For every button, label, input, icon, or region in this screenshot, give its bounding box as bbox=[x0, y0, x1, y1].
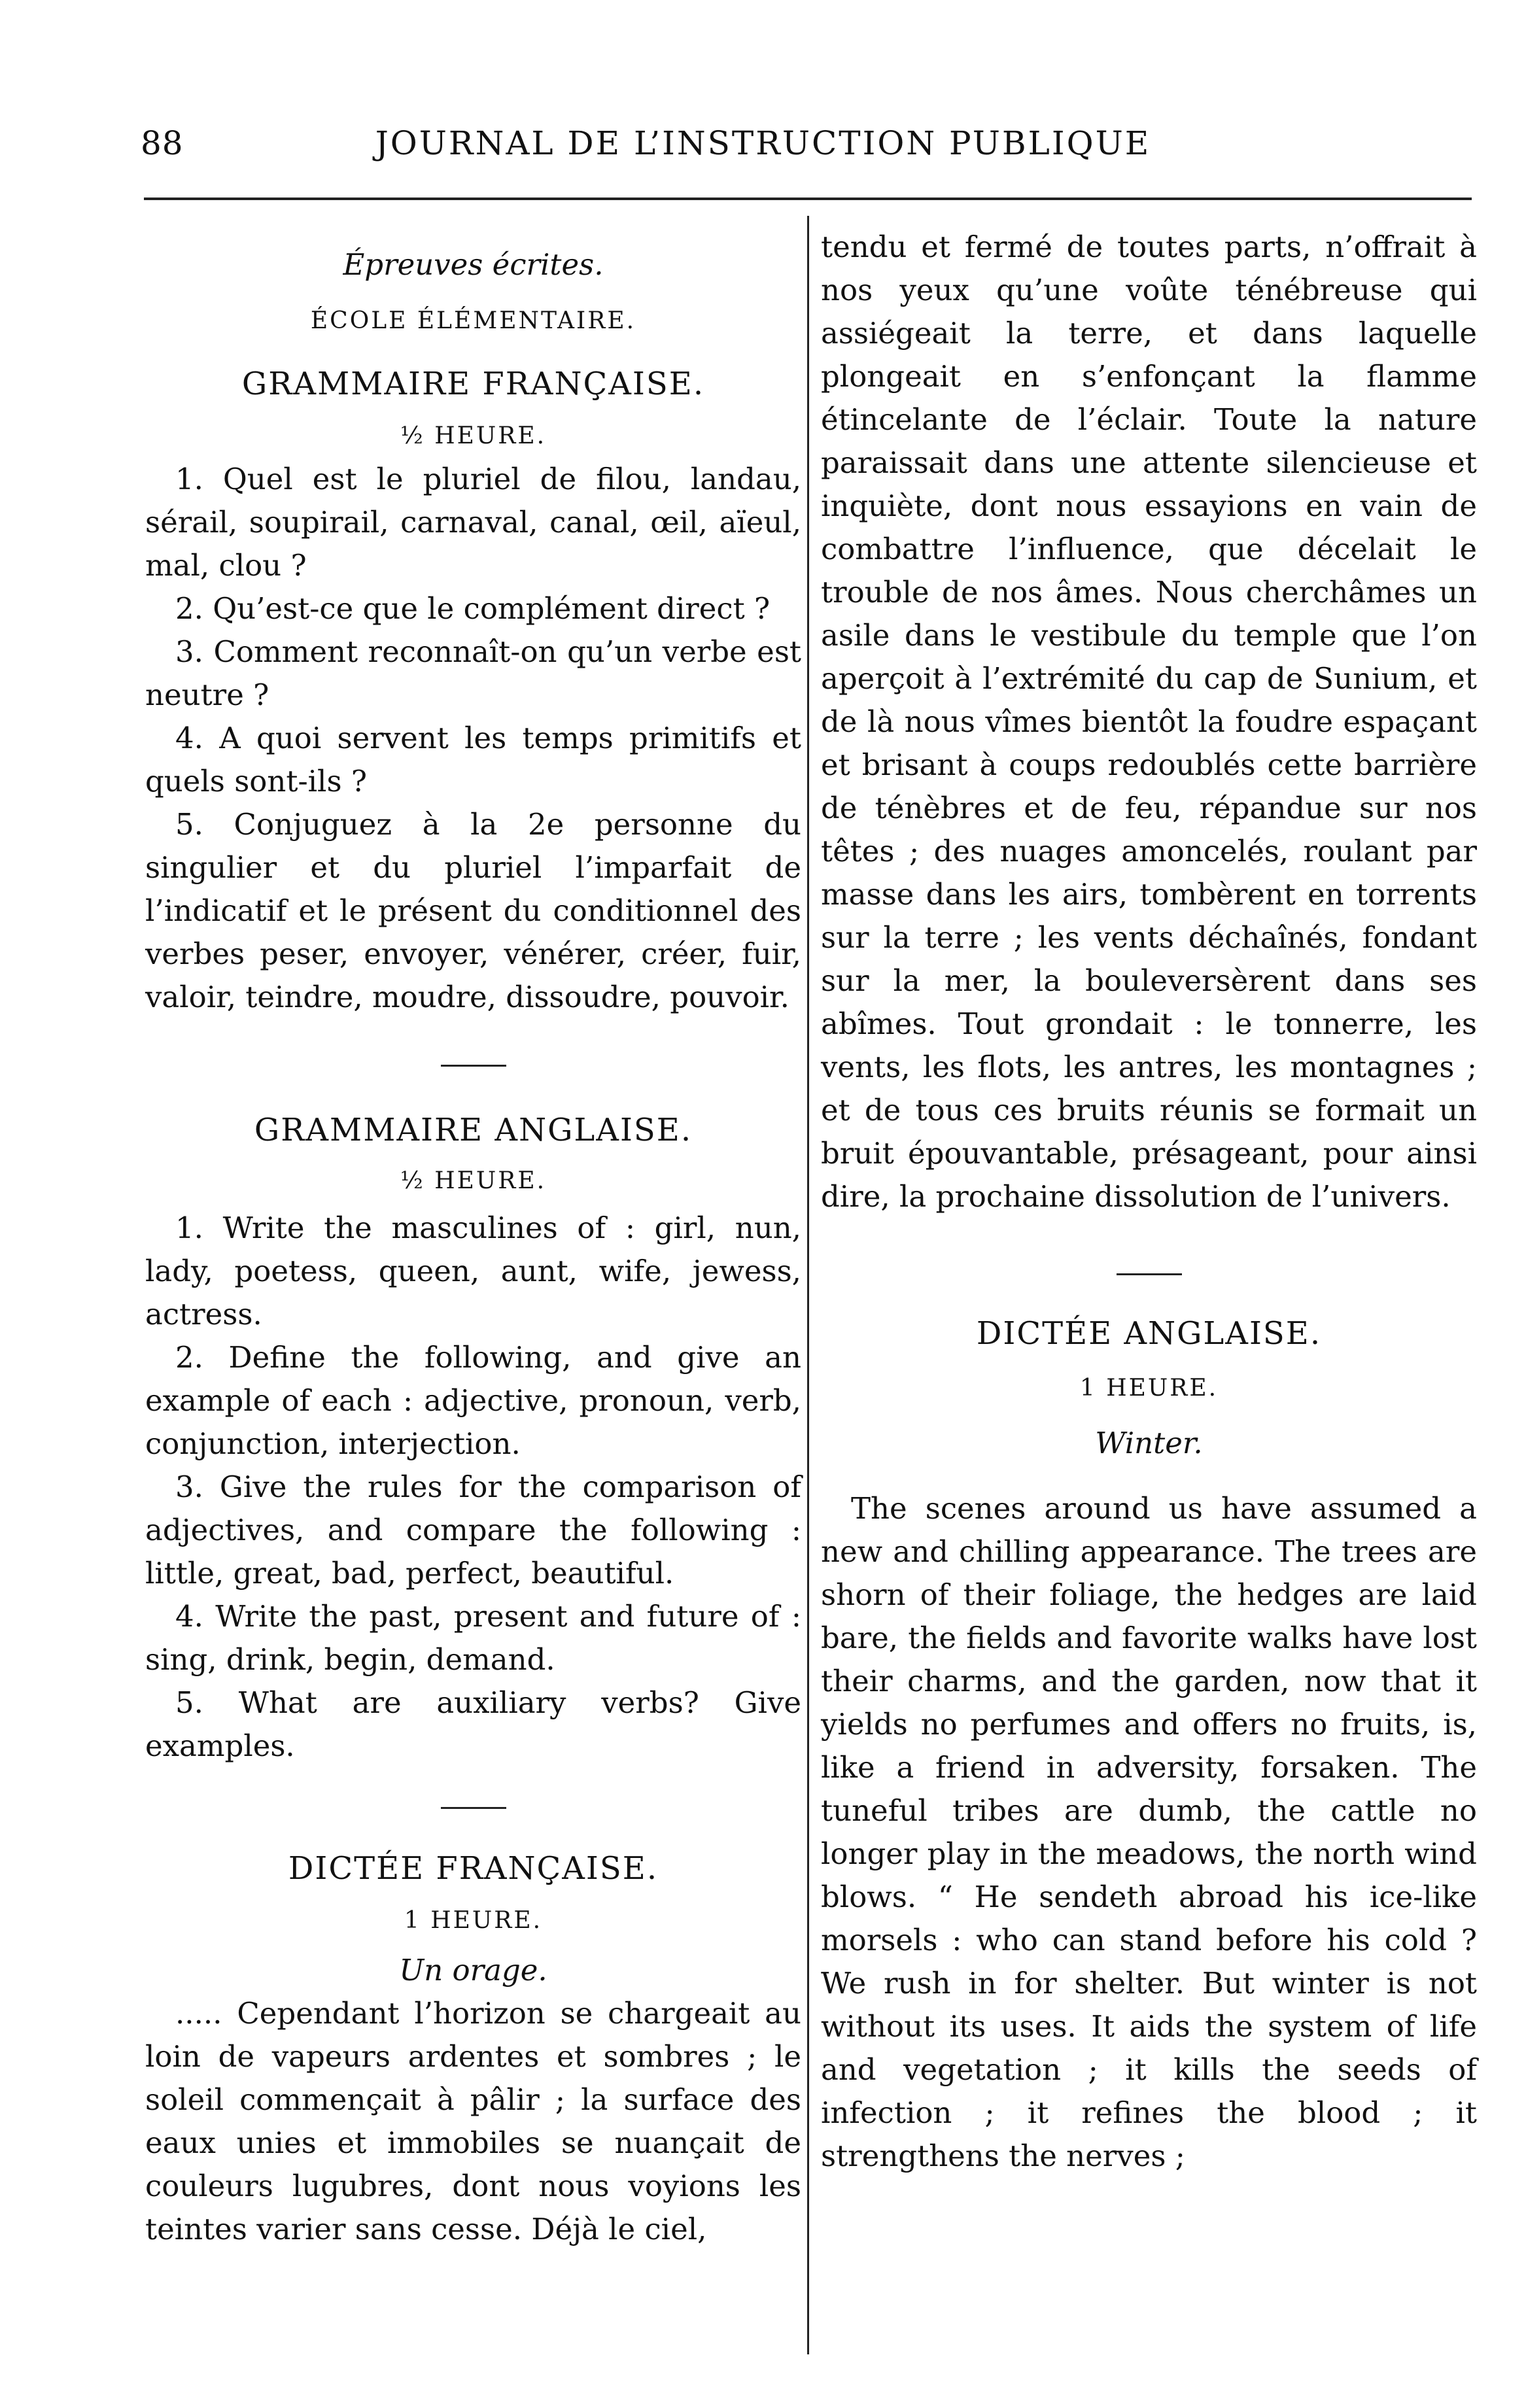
subtitle-un-orage: Un orage. bbox=[399, 1953, 547, 1987]
duration-grammaire-anglaise: ½ HEURE. bbox=[400, 1167, 547, 1194]
left-column bbox=[145, 229, 801, 2251]
section-title-grammaire-anglaise: GRAMMAIRE ANGLAISE. bbox=[254, 1112, 693, 1148]
question-gf-3: 3. Comment reconnaît-on qu’un verbe est neutre ? bbox=[145, 634, 801, 712]
question-gf-4: 4. A quoi servent les temps primitifs et quels sont-ils ? bbox=[145, 721, 801, 799]
question-ga-5: 5. What are auxiliary verbs? Give examples. bbox=[145, 1685, 801, 1763]
question-ga-2: 2. Define the following, and give an example of each : adjective, pronoun, verb, conjunction, interjection. bbox=[145, 1340, 801, 1461]
dictee-anglaise-text: The scenes around us have assumed a new and chilling appearance. The trees are shorn of their foliage, the hedges are laid bare, the fields and favorite walks have lost their charms, and the garden, now that it yields no perfumes and offers no fruits, is, like a friend in adversity, forsaken. The tuneful tribes are dumb, the cattle no longer play in the meadows, the north wind blows. “ He sendeth abroad his ice-like morsels : who can stand before his cold ? We rush in for shelter. But winter is not without its uses. It aids the system of life and vegetation ; it kills the seeds of infection ; it refines the blood ; it strengthens the nerves ; bbox=[821, 1491, 1477, 2173]
section-title-dictee-anglaise: DICTÉE ANGLAISE. bbox=[976, 1315, 1322, 1352]
dictee-francaise-text: ..... Cependant l’horizon se chargeait au loin de vapeurs ardentes et sombres ; le soleil commençait à pâlir ; la surface des eaux unies et immobiles se nuançait de couleurs lugubres, dont nous voyions les teintes varier sans cesse. Déjà le ciel, bbox=[145, 1996, 801, 2246]
subtitle-winter: Winter. bbox=[1095, 1426, 1203, 1460]
heading-ecole-elementaire: ÉCOLE ÉLÉMENTAIRE. bbox=[310, 307, 636, 334]
right-column bbox=[821, 226, 1477, 2178]
question-gf-1: 1. Quel est le pluriel de filou, landau, sérail, soupirail, carnaval, canal, œil, aïeul, mal, clou ? bbox=[145, 462, 801, 583]
duration-dictee-francaise: 1 HEURE. bbox=[404, 1907, 543, 1934]
heading-epreuves-ecrites: Épreuves écrites. bbox=[343, 247, 604, 282]
duration-dictee-anglaise: 1 HEURE. bbox=[1079, 1375, 1219, 1402]
section-title-grammaire-francaise: GRAMMAIRE FRANÇAISE. bbox=[241, 366, 705, 402]
section-separator bbox=[441, 1065, 506, 1067]
section-separator bbox=[1117, 1273, 1182, 1275]
header-rule bbox=[144, 198, 1472, 200]
page-number: 88 bbox=[141, 124, 184, 162]
question-ga-1: 1. Write the masculines of : girl, nun, lady, poetess, queen, aunt, wife, jewess, actress. bbox=[145, 1211, 801, 1332]
section-title-dictee-francaise: DICTÉE FRANÇAISE. bbox=[288, 1850, 659, 1887]
question-ga-3: 3. Give the rules for the comparison of adjectives, and compare the following : little, great, bad, perfect, beautiful. bbox=[145, 1470, 801, 1591]
question-ga-4: 4. Write the past, present and future of : sing, drink, begin, demand. bbox=[145, 1599, 801, 1677]
section-separator bbox=[441, 1807, 506, 1809]
dictee-francaise-continued: tendu et fermé de toutes parts, n’offrait à nos yeux qu’une voûte ténébreuse qui assiégeait la terre, et dans laquelle plongeait en s’enfonçant la flamme étincelante de l’éclair. Toute la nature paraissait dans une attente silencieuse et inquiète, dont nous essayions en vain de combattre l’influence, que décelait le trouble de nos âmes. Nous cherchâmes un asile dans le vestibule du temple que l’on aperçoit à l’extrémité du cap de Sunium, et de là nous vîmes bientôt la foudre espaçant et brisant à coups redoublés cette barrière de ténèbres et de feu, répandue sur nos têtes ; des nuages amoncelés, roulant par masse dans les airs, tombèrent en torrents sur la terre ; les vents déchaînés, fondant sur la mer, la bouleversèrent dans ses abîmes. Tout grondait : le tonnerre, les vents, les flots, les antres, les montagnes ; et de tous ces bruits réunis se formait un bruit épouvantable, présageant, pour ainsi dire, la prochaine dissolution de l’univers. bbox=[821, 230, 1477, 1214]
running-title: JOURNAL DE L’INSTRUCTION PUBLIQUE bbox=[375, 124, 1151, 162]
duration-grammaire-francaise: ½ HEURE. bbox=[400, 422, 547, 449]
question-gf-2: 2. Qu’est-ce que le complément direct ? bbox=[175, 591, 771, 626]
question-gf-5: 5. Conjuguez à la 2e personne du singulier et du pluriel l’imparfait de l’indicatif et le présent du conditionnel des verbes peser, envoyer, vénérer, créer, fuir, valoir, teindre, moudre, dissoudre, pouvoir. bbox=[145, 807, 801, 1014]
column-divider bbox=[807, 216, 809, 2354]
